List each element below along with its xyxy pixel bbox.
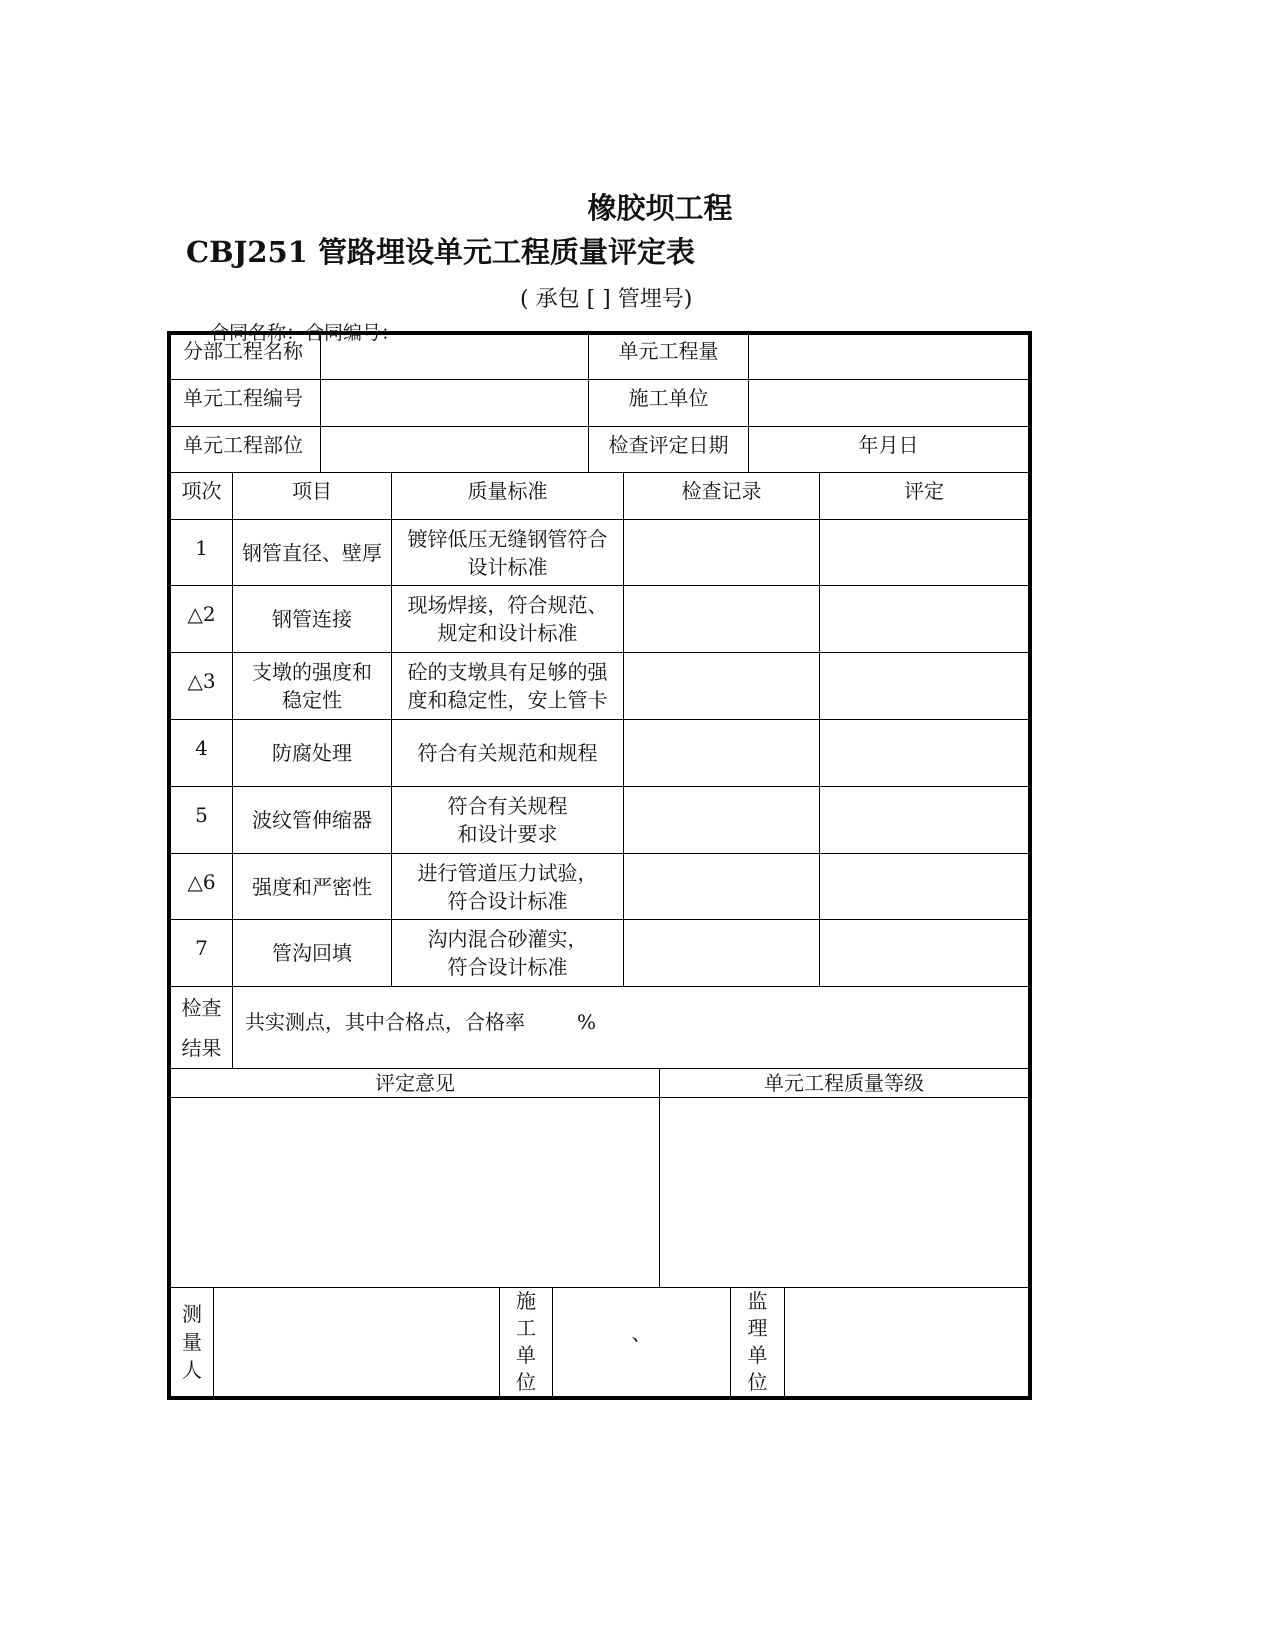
row-1-standard-line2: 设计标准 <box>467 554 548 579</box>
construction-char: 单 <box>516 1343 536 1367</box>
row-5-standard <box>392 787 623 853</box>
row-2-item: 钢管连接 <box>272 607 352 631</box>
row-5-standard-line1: 符合有关规程 <box>447 794 568 818</box>
unit-quality-grade-label: 单元工程质量等级 <box>764 1071 924 1095</box>
construction-char: 位 <box>516 1370 536 1394</box>
border-bottom <box>167 1396 1032 1400</box>
row-3-standard-line2: 度和稳定性，安上管卡 <box>407 688 608 712</box>
construction-unit-sign-label <box>500 1288 552 1396</box>
check-date-value: 年月日 <box>858 433 919 457</box>
row-2-standard-line2: 规定和设计标准 <box>437 621 578 645</box>
vline <box>659 1068 660 1287</box>
col-standard: 质量标准 <box>467 479 548 503</box>
vline <box>320 333 321 472</box>
supervision-char: 理 <box>747 1316 768 1340</box>
row-4-no: 4 <box>195 736 208 760</box>
col-evaluation: 评定 <box>904 479 944 503</box>
row-6-standard-line1: 进行管道压力试验， <box>417 860 598 885</box>
supervision-char: 单 <box>747 1343 768 1367</box>
supervision-char: 监 <box>747 1289 768 1313</box>
row-2-no: △2 <box>187 602 216 626</box>
row-3-item <box>233 653 391 719</box>
result-percent: % <box>577 1010 597 1034</box>
result-text-main: 共实测点，其中合格点，合格率 <box>245 1010 525 1034</box>
vline <box>819 472 820 986</box>
row-4-standard: 符合有关规范和规程 <box>417 741 598 765</box>
row-7-standard <box>392 920 623 986</box>
measurer-char: 测 <box>182 1302 202 1326</box>
row-1-item: 钢管直径、壁厚 <box>242 540 382 565</box>
unit-quantity-label: 单元工程量 <box>618 339 719 363</box>
row-5-item: 波纹管伸缩器 <box>252 808 372 832</box>
title-line2: CBJ251 管路埋设单元工程质量评定表 <box>186 235 695 269</box>
division-name-label: 分部工程名称 <box>183 339 303 363</box>
row-3-standard <box>392 653 623 719</box>
row-6-no: △6 <box>187 870 216 894</box>
col-item-no: 项次 <box>181 479 222 503</box>
hline <box>170 1097 1030 1098</box>
vline <box>623 472 624 986</box>
supervision-char: 位 <box>747 1370 768 1394</box>
row-1-standard-line1: 镀锌低压无缝钢管符合 <box>407 526 608 551</box>
result-label-line1: 检查 <box>181 995 222 1020</box>
row-1-standard <box>392 520 623 585</box>
measurer-char: 量 <box>182 1330 202 1354</box>
row-1-no: 1 <box>195 536 208 560</box>
row-4-item: 防腐处理 <box>272 741 352 765</box>
row-2-standard <box>392 586 623 652</box>
supervision-unit-sign-label <box>731 1288 784 1396</box>
unit-number-label: 单元工程编号 <box>183 386 303 410</box>
result-text <box>233 987 1028 1057</box>
row-7-standard-line1: 沟内混合砂灌实， <box>427 927 588 951</box>
construction-sign-mark: 、 <box>631 1321 652 1345</box>
result-label-line2: 结果 <box>181 1035 222 1060</box>
row-3-item-line1: 支墩的强度和 <box>252 660 372 684</box>
subtitle: ( 承包 [ ] 管埋号) <box>520 287 693 312</box>
vline <box>784 1287 785 1397</box>
unit-location-label: 单元工程部位 <box>183 433 303 457</box>
row-5-standard-line2: 和设计要求 <box>457 822 558 846</box>
result-label <box>171 987 232 1068</box>
row-6-item: 强度和严密性 <box>252 874 372 899</box>
row-5-no: 5 <box>195 803 208 827</box>
col-item: 项目 <box>292 479 332 503</box>
col-record: 检查记录 <box>681 479 762 503</box>
row-3-no: △3 <box>187 669 216 693</box>
row-3-standard-line1: 砼的支墩具有足够的强 <box>407 660 608 684</box>
vline <box>213 1287 214 1397</box>
measurer-char: 人 <box>182 1358 202 1382</box>
row-7-standard-line2: 符合设计标准 <box>447 955 568 979</box>
border-right <box>1028 331 1032 1400</box>
construction-char: 工 <box>516 1316 536 1340</box>
row-7-no: 7 <box>195 936 208 960</box>
title-line1: 橡胶坝工程 <box>587 191 733 225</box>
row-2-standard-line1: 现场焊接，符合规范、 <box>407 593 608 617</box>
check-date-label: 检查评定日期 <box>608 433 729 457</box>
measurer-label <box>171 1288 213 1396</box>
row-6-standard <box>392 854 623 919</box>
row-3-item-line2: 稳定性 <box>282 688 342 712</box>
row-6-standard-line2: 符合设计标准 <box>447 888 568 913</box>
construction-unit-label: 施工单位 <box>628 386 709 410</box>
construction-char: 施 <box>516 1289 536 1313</box>
row-7-item: 管沟回填 <box>272 941 352 965</box>
evaluation-opinion-label: 评定意见 <box>375 1071 455 1095</box>
